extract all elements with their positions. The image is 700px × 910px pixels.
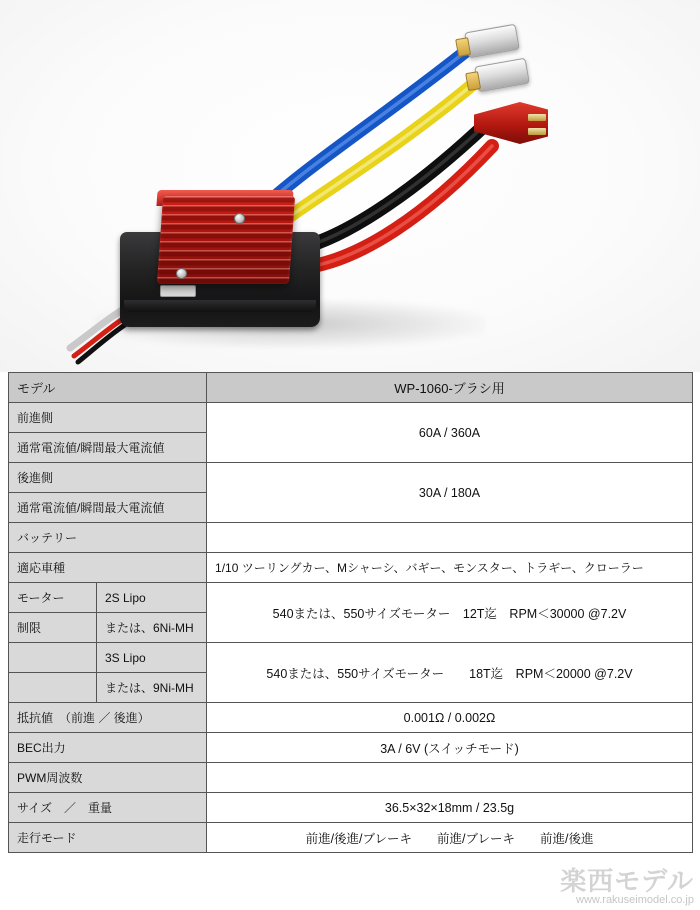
resistance-label: 抵抗値 （前進 ／ 後進） [9, 703, 207, 733]
model-header-value: WP-1060-ブラシ用 [207, 373, 693, 403]
size-weight-value: 36.5×32×18mm / 23.5g [207, 793, 693, 823]
forward-side-value: 60A / 360A [207, 403, 693, 463]
drive-mode-value: 前進/後進/ブレーキ 前進/ブレーキ 前進/後進 [207, 823, 693, 853]
bullet-connector-pin [455, 37, 471, 57]
watermark [560, 861, 694, 906]
motor-9nimh-label: または、9Ni-MH [97, 673, 207, 703]
table-row [9, 523, 693, 553]
bec-output-label: BEC出力 [9, 733, 207, 763]
spec-table [8, 372, 693, 853]
esc-side-label-secondary [160, 285, 196, 297]
forward-side-label: 前進側 [9, 403, 207, 433]
motor-2s-lipo-label: 2S Lipo [97, 583, 207, 613]
battery-value [207, 523, 693, 553]
motor-label-empty-2 [9, 673, 97, 703]
pwm-frequency-value [207, 763, 693, 793]
pwm-frequency-label: PWM周波数 [9, 763, 207, 793]
table-row [9, 733, 693, 763]
reverse-side-value: 30A / 180A [207, 463, 693, 523]
size-weight-label: サイズ ／ 重量 [9, 793, 207, 823]
bullet-connector-pin [465, 71, 481, 91]
motor-label: モーター [9, 583, 97, 613]
forward-current-label: 通常電流値/瞬間最大電流値 [9, 433, 207, 463]
applicable-vehicles-value: 1/10 ツーリングカー、Mシャーシ、バギー、モンスター、トラギー、クローラー [207, 553, 693, 583]
motor-6nimh-label: または、6Ni-MH [97, 613, 207, 643]
t-plug-pin [528, 128, 546, 135]
bec-output-value: 3A / 6V (スイッチモード) [207, 733, 693, 763]
watermark-text: 楽西モデル [560, 866, 694, 896]
drive-mode-label: 走行モード [9, 823, 207, 853]
motor-limit-label: 制限 [9, 613, 97, 643]
battery-label: バッテリー [9, 523, 207, 553]
table-row [9, 553, 693, 583]
t-plug-connector [474, 94, 550, 152]
table-row [9, 643, 693, 673]
table-row [9, 403, 693, 433]
t-plug-body [474, 102, 548, 144]
table-row [9, 463, 693, 493]
reverse-current-label: 通常電流値/瞬間最大電流値 [9, 493, 207, 523]
reverse-side-label: 後進側 [9, 463, 207, 493]
heatsink-screw [234, 213, 245, 224]
resistance-value: 0.001Ω / 0.002Ω [207, 703, 693, 733]
table-row [9, 763, 693, 793]
table-row [9, 373, 693, 403]
esc-case-base [124, 300, 316, 312]
table-row [9, 793, 693, 823]
motor-label-empty [9, 643, 97, 673]
applicable-vehicles-label: 適応車種 [9, 553, 207, 583]
t-plug-pin [528, 114, 546, 121]
spec-table-wrapper [0, 372, 700, 853]
table-row [9, 703, 693, 733]
product-photo [0, 0, 700, 372]
watermark-url: www.rakuseimodel.co.jp [576, 894, 694, 906]
wire-bundle [0, 0, 700, 372]
table-row [9, 583, 693, 613]
heatsink-screw [176, 268, 187, 279]
motor-limit-2s-value: 540または、550サイズモーター 12T迄 RPM＜30000 @7.2V [207, 583, 693, 643]
motor-limit-3s-value: 540または、550サイズモーター 18T迄 RPM＜20000 @7.2V [207, 643, 693, 703]
table-row [9, 823, 693, 853]
motor-3s-lipo-label: 3S Lipo [97, 643, 207, 673]
model-header-label: モデル [9, 373, 207, 403]
